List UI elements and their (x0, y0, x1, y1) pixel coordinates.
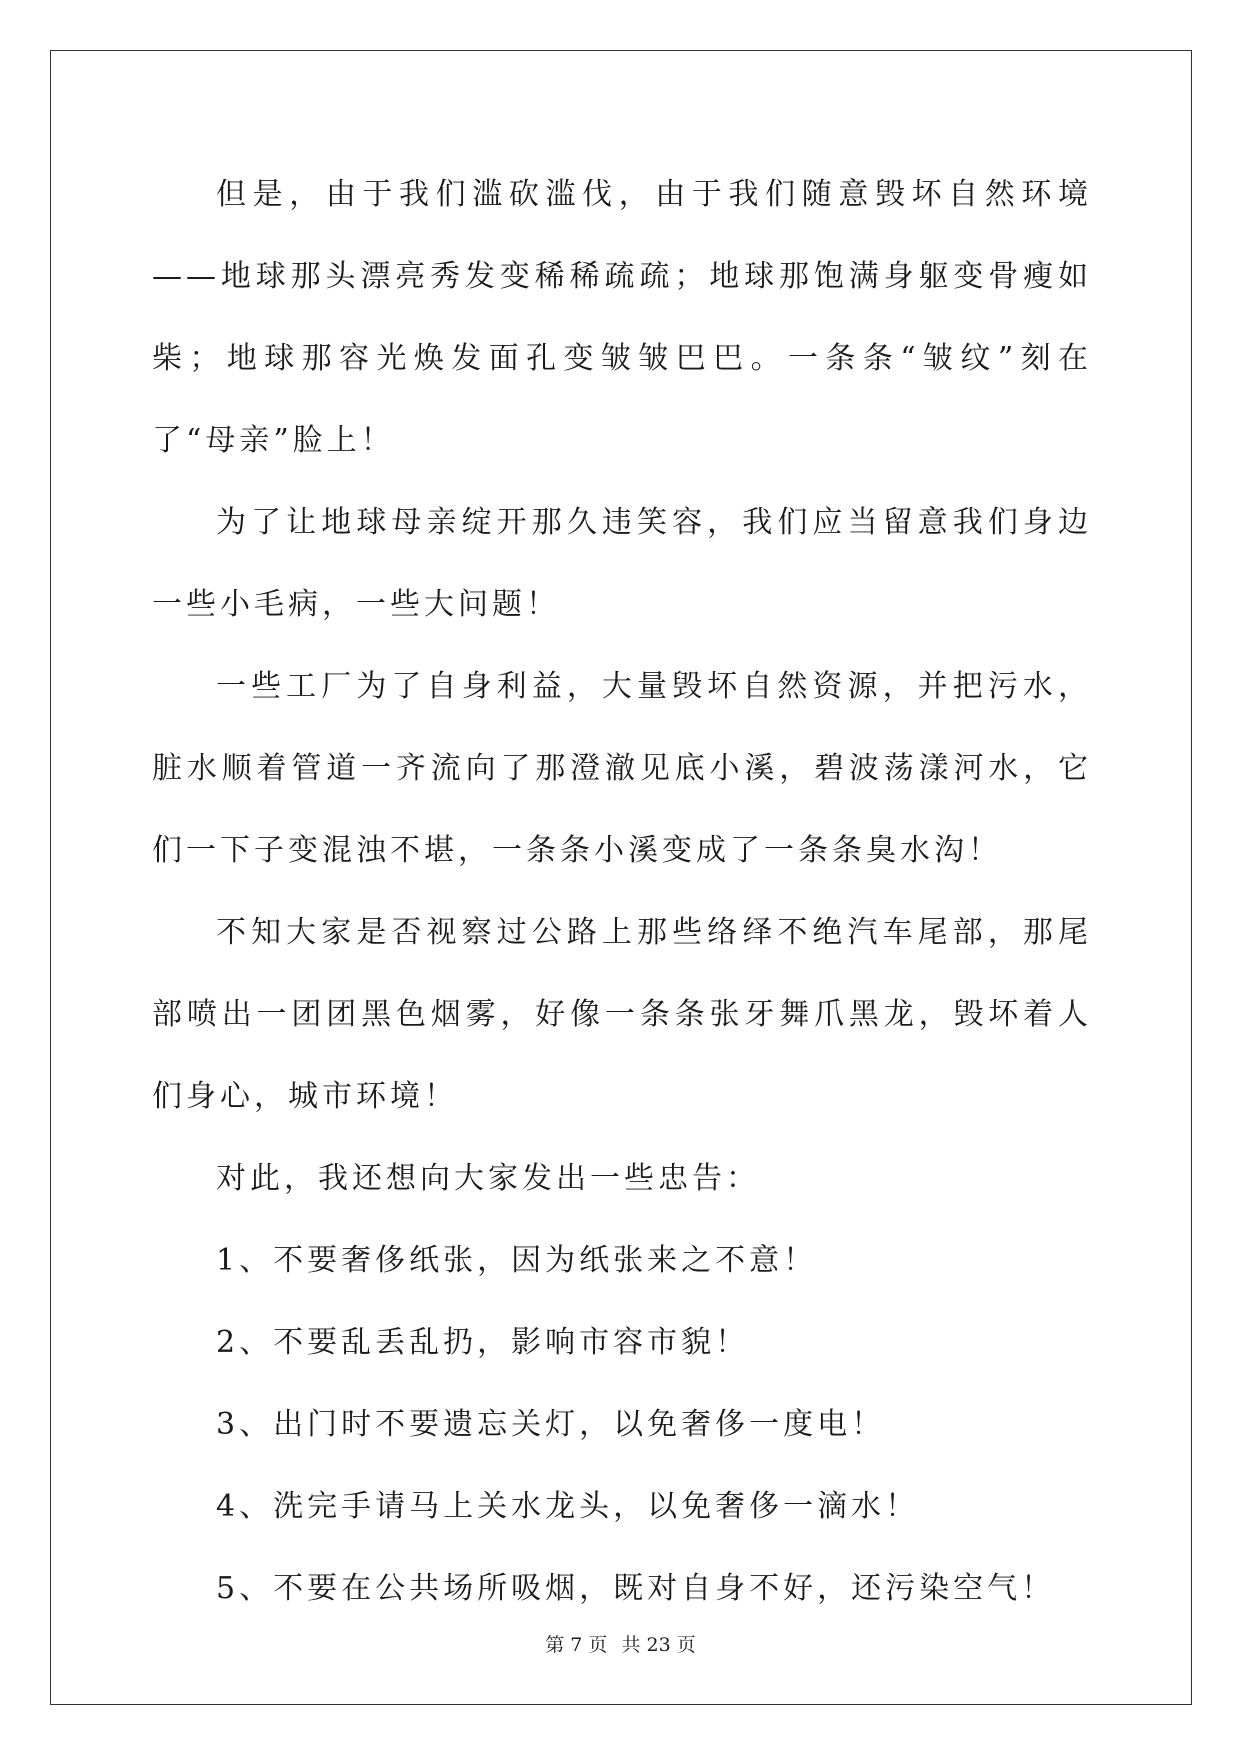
list-item: 2、不要乱丢乱扔，影响市容市貌！ (216, 1325, 750, 1360)
paragraph: 为了让地球母亲绽开那久违笑容，我们应当留意我们身边一些小毛病，一些大问题！ (152, 505, 1092, 622)
list-item: 4、洗完手请马上关水龙头，以免奢侈一滴水！ (216, 1489, 920, 1524)
page-footer (0, 1630, 1241, 1657)
page-total: 共 23 页 (621, 1634, 696, 1656)
list-item: 5、不要在公共场所吸烟，既对自身不好，还污染空气！ (216, 1571, 1056, 1606)
paragraph: 不知大家是否视察过公路上那些络绎不绝汽车尾部，那尾部喷出一团团黑色烟雾，好像一条条张牙舞爪黑龙，毁坏着人们身心，城市环境！ (152, 915, 1092, 1114)
list-item: 3、出门时不要遗忘关灯，以免奢侈一度电！ (216, 1407, 886, 1442)
paragraph: 对此，我还想向大家发出一些忠告： (216, 1161, 760, 1196)
list-item: 1、不要奢侈纸张，因为纸张来之不意！ (216, 1243, 818, 1278)
page-number: 第 7 页 (545, 1634, 608, 1656)
paragraph: 但是，由于我们滥砍滥伐，由于我们随意毁坏自然环境——地球那头漂亮秀发变稀稀疏疏；地球那饱满身躯变骨瘦如柴；地球那容光焕发面孔变皱皱巴巴。一条条“皱纹”刻在了“母亲”脸上！ (152, 177, 1092, 458)
paragraph: 一些工厂为了自身利益，大量毁坏自然资源，并把污水，脏水顺着管道一齐流向了那澄澈见底小溪，碧波荡漾河水，它们一下子变混浊不堪，一条条小溪变成了一条条臭水沟！ (152, 669, 1092, 868)
document-body (152, 154, 1092, 1630)
